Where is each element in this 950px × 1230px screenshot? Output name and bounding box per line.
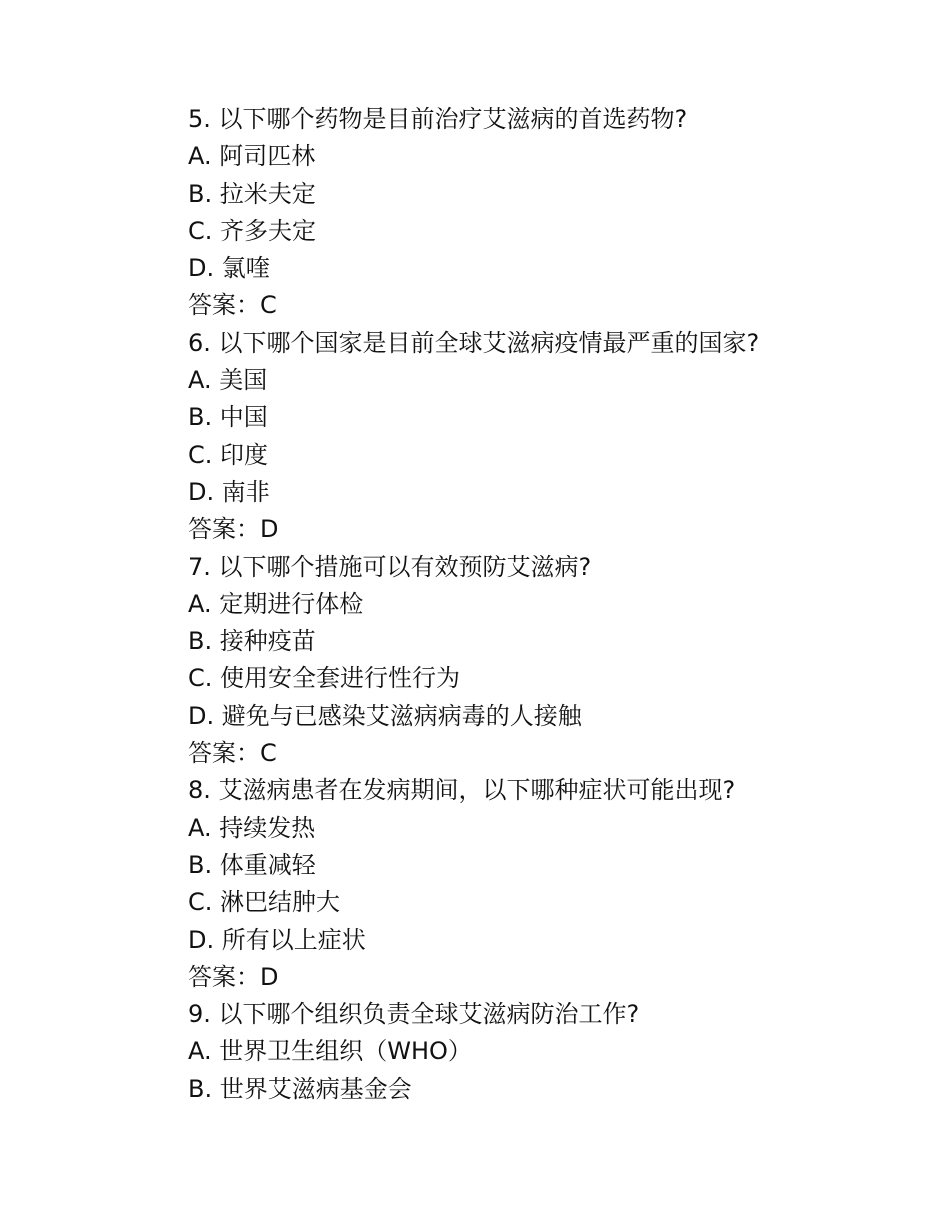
question-text: 7. 以下哪个措施可以有效预防艾滋病? bbox=[188, 552, 592, 581]
option-c: C. 齐多夫定 bbox=[188, 216, 317, 245]
answer-text: 答案：C bbox=[188, 291, 277, 320]
option-b: B. 世界艾滋病基金会 bbox=[188, 1074, 412, 1103]
option-c: C. 淋巴结肿大 bbox=[188, 888, 341, 917]
option-d: D. 所有以上症状 bbox=[188, 925, 366, 954]
question-text: 6. 以下哪个国家是目前全球艾滋病疫情最严重的国家? bbox=[188, 328, 760, 357]
option-b: B. 拉米夫定 bbox=[188, 179, 316, 208]
option-d: D. 避免与已感染艾滋病病毒的人接触 bbox=[188, 701, 582, 730]
option-b: B. 体重减轻 bbox=[188, 850, 316, 879]
quiz-content bbox=[188, 101, 888, 1108]
option-b: B. 接种疫苗 bbox=[188, 627, 316, 656]
option-a: A. 定期进行体检 bbox=[188, 589, 364, 618]
question-text: 9. 以下哪个组织负责全球艾滋病防治工作? bbox=[188, 1000, 640, 1029]
option-a: A. 持续发热 bbox=[188, 813, 316, 842]
answer-text: 答案：D bbox=[188, 515, 279, 544]
question-text: 5. 以下哪个药物是目前治疗艾滋病的首选药物? bbox=[188, 105, 688, 133]
option-c: C. 印度 bbox=[188, 440, 269, 469]
option-a: A. 阿司匹林 bbox=[188, 142, 316, 171]
option-d: D. 氯喹 bbox=[188, 254, 270, 283]
option-d: D. 南非 bbox=[188, 477, 270, 506]
question-text: 8. 艾滋病患者在发病期间，以下哪种症状可能出现? bbox=[188, 776, 736, 805]
option-b: B. 中国 bbox=[188, 403, 268, 432]
option-a: A. 世界卫生组织（WHO） bbox=[188, 1037, 472, 1066]
answer-text: 答案：C bbox=[188, 739, 277, 768]
option-a: A. 美国 bbox=[188, 366, 268, 395]
answer-text: 答案：D bbox=[188, 962, 279, 991]
option-c: C. 使用安全套进行性行为 bbox=[188, 664, 461, 693]
